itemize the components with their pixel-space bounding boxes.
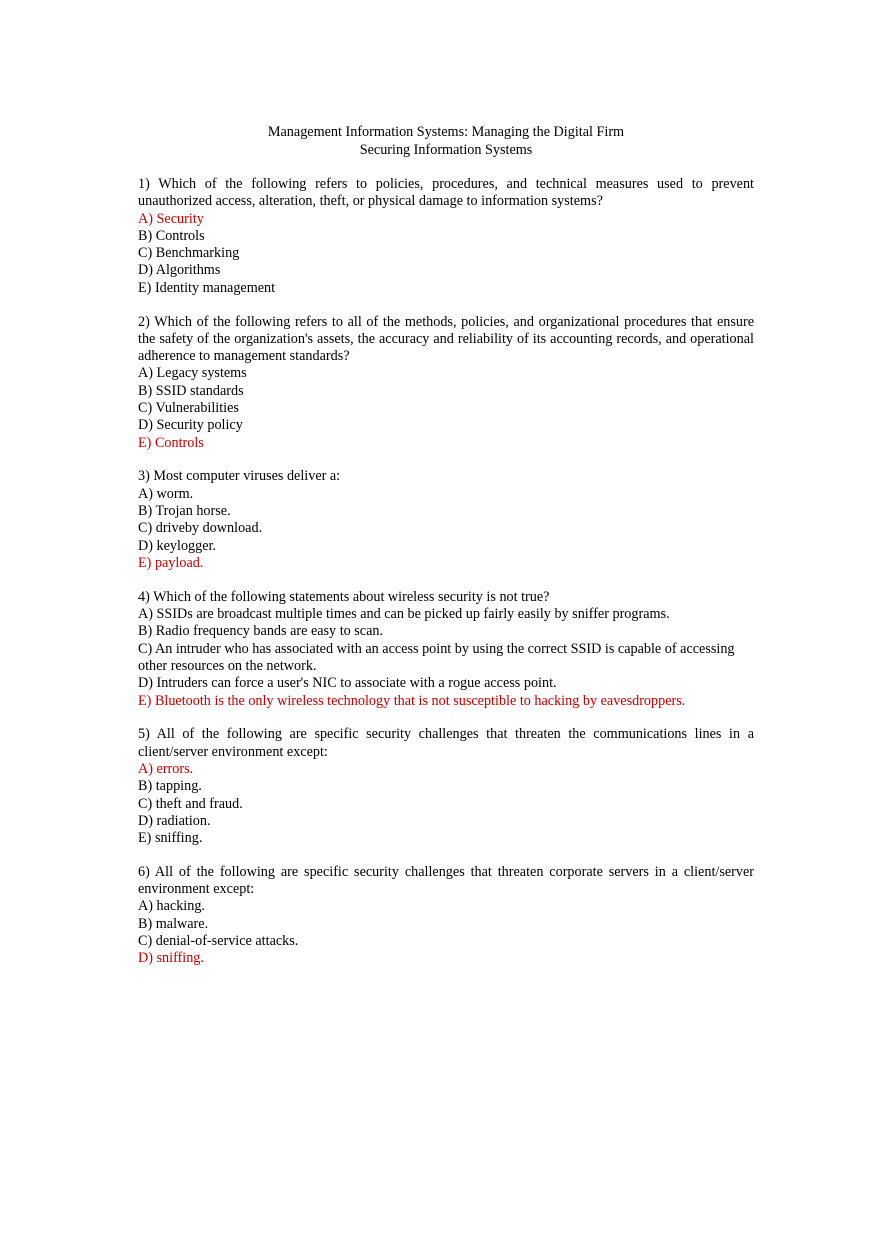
question-block <box>138 864 754 968</box>
answer-option: B) SSID standards <box>138 382 244 399</box>
answer-option: D) Security policy <box>138 417 243 434</box>
document-subtitle: Securing Information Systems <box>359 141 533 158</box>
answer-option: C) Vulnerabilities <box>138 400 239 417</box>
answer-option-correct: D) sniffing. <box>138 950 204 967</box>
answer-option: D) radiation. <box>138 812 211 829</box>
answer-option: A) hacking. <box>138 898 205 915</box>
answer-option: E) Identity management <box>138 279 276 296</box>
answer-option: C) driveby download. <box>138 520 263 537</box>
question-text: 5) All of the following are specific security challenges that threaten the communications lines in a client/server environment except: <box>138 726 754 760</box>
answer-option: E) sniffing. <box>138 830 203 847</box>
answer-option: B) Trojan horse. <box>138 503 231 520</box>
answer-option: D) Algorithms <box>138 262 221 279</box>
document-title: Management Information Systems: Managing the Digital Firm <box>267 124 625 140</box>
question-block <box>138 314 754 452</box>
answer-option: A) SSIDs are broadcast multiple times and can be picked up fairly easily by sniffer programs. <box>138 606 670 623</box>
answer-option: C) theft and fraud. <box>138 795 243 812</box>
answer-option: B) Controls <box>138 227 205 244</box>
answer-option-correct: E) Controls <box>138 434 204 451</box>
answer-option-correct: A) Security <box>138 210 204 227</box>
question-text: 6) All of the following are specific security challenges that threaten corporate servers in a client/server environment except: <box>138 863 754 898</box>
question-text: 4) Which of the following statements about wireless security is not true? <box>138 588 550 605</box>
question-block <box>138 176 754 297</box>
answer-option: D) keylogger. <box>138 537 217 554</box>
question-block <box>138 589 754 710</box>
answer-option-correct: E) Bluetooth is the only wireless technology that is not susceptible to hacking by eavesdroppers. <box>138 692 686 709</box>
answer-option: A) Legacy systems <box>138 365 247 382</box>
question-list <box>138 176 754 984</box>
document-header <box>138 124 754 159</box>
answer-option-correct: A) errors. <box>138 760 194 777</box>
question-text: 3) Most computer viruses deliver a: <box>138 468 341 485</box>
answer-option: A) worm. <box>138 485 194 502</box>
question-text: 1) Which of the following refers to policies, procedures, and technical measures used to prevent unauthorized access, alteration, theft, or physical damage to information systems? <box>138 176 754 210</box>
answer-option: B) malware. <box>138 915 209 932</box>
question-block <box>138 726 754 847</box>
answer-option: C) An intruder who has associated with an access point by using the correct SSID is capable of accessing other resources on the network. <box>138 640 735 674</box>
answer-option: C) Benchmarking <box>138 245 240 262</box>
answer-option: C) denial-of-service attacks. <box>138 933 299 950</box>
question-block <box>138 468 754 572</box>
answer-option: B) tapping. <box>138 778 202 795</box>
answer-option: B) Radio frequency bands are easy to scan. <box>138 623 384 640</box>
answer-option: D) Intruders can force a user's NIC to associate with a rogue access point. <box>138 675 557 692</box>
question-text: 2) Which of the following refers to all of the methods, policies, and organizational procedures that ensure the safety of the organization's assets, the accuracy and reliability of its accounting records, and operational adherence to management standards? <box>138 313 754 365</box>
answer-option-correct: E) payload. <box>138 554 204 571</box>
